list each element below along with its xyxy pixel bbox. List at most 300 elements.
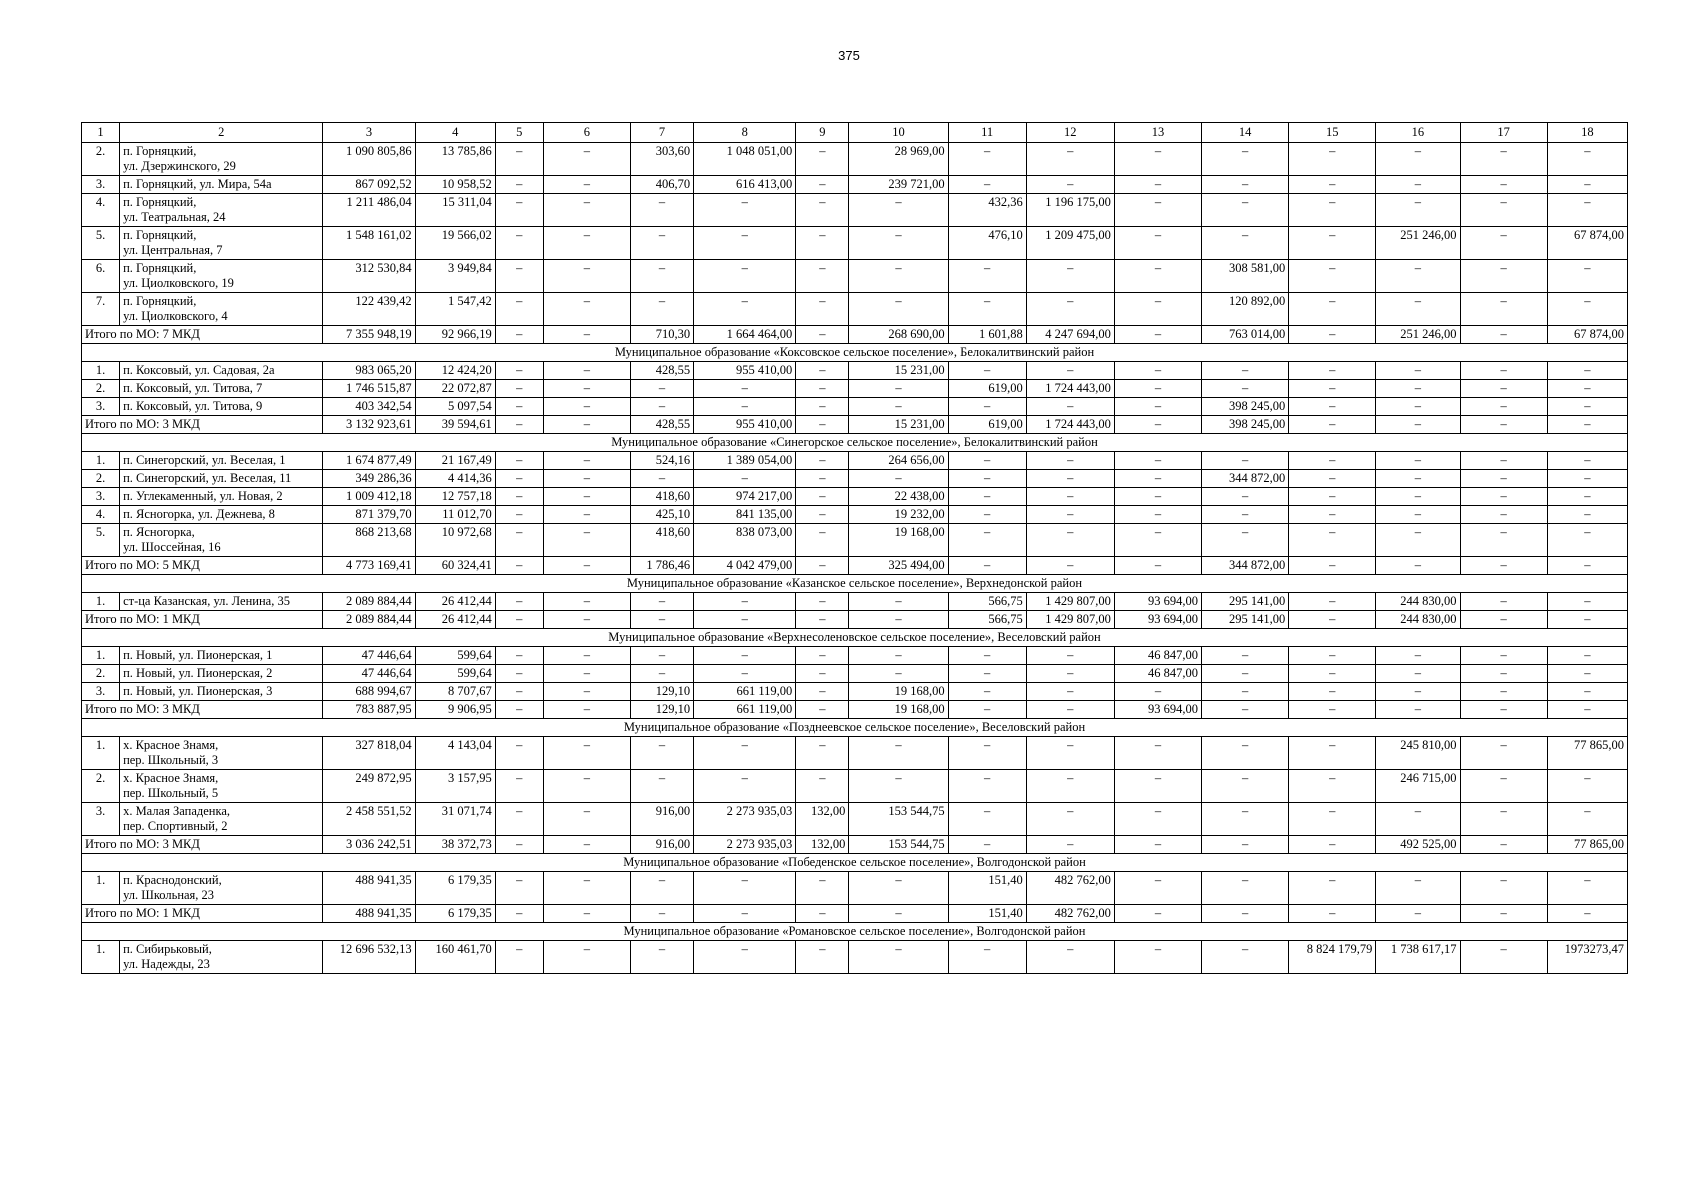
total-cell: 38 372,73 (415, 836, 495, 854)
value-cell: – (495, 872, 543, 905)
total-label: Итого по МО: 1 МКД (82, 611, 323, 629)
value-cell: – (1289, 227, 1376, 260)
value-cell: – (495, 488, 543, 506)
value-cell: – (1547, 803, 1627, 836)
value-cell: – (1026, 362, 1114, 380)
value-cell: 406,70 (631, 176, 694, 194)
value-cell: – (694, 593, 796, 611)
value-cell: 1 746 515,87 (323, 380, 415, 398)
row-index: 3. (82, 398, 120, 416)
value-cell: – (543, 524, 630, 557)
address-cell: п. Углекаменный, ул. Новая, 2 (120, 488, 323, 506)
value-cell: – (694, 227, 796, 260)
value-cell: – (1376, 506, 1460, 524)
value-cell: – (1547, 293, 1627, 326)
value-cell: – (1202, 524, 1289, 557)
header-row (82, 123, 1628, 143)
column-header: 14 (1202, 123, 1289, 143)
value-cell: – (495, 470, 543, 488)
value-cell: 661 119,00 (694, 683, 796, 701)
value-cell: – (1547, 452, 1627, 470)
value-cell: 1 738 617,17 (1376, 941, 1460, 974)
total-cell: – (495, 905, 543, 923)
total-cell: 482 762,00 (1026, 905, 1114, 923)
column-header: 8 (694, 123, 796, 143)
total-cell: – (1547, 416, 1627, 434)
value-cell: 245 810,00 (1376, 737, 1460, 770)
total-cell: – (1114, 557, 1201, 575)
value-cell: – (1026, 770, 1114, 803)
table-row (82, 293, 1628, 326)
value-cell: – (1114, 941, 1201, 974)
row-index: 1. (82, 737, 120, 770)
value-cell: 67 874,00 (1547, 227, 1627, 260)
total-cell: – (1289, 611, 1376, 629)
value-cell: 153 544,75 (849, 803, 948, 836)
table-row (82, 488, 1628, 506)
value-cell: 1 090 805,86 (323, 143, 415, 176)
total-cell: – (849, 905, 948, 923)
total-row (82, 701, 1628, 719)
total-cell: – (694, 905, 796, 923)
value-cell: – (849, 737, 948, 770)
total-cell: – (631, 611, 694, 629)
value-cell: – (1460, 452, 1547, 470)
value-cell: – (948, 260, 1026, 293)
value-cell: 239 721,00 (849, 176, 948, 194)
column-header: 11 (948, 123, 1026, 143)
total-cell: 916,00 (631, 836, 694, 854)
table-row (82, 770, 1628, 803)
value-cell: – (495, 770, 543, 803)
value-cell: – (1026, 452, 1114, 470)
total-cell: – (796, 701, 849, 719)
value-cell: – (1114, 803, 1201, 836)
value-cell: 1 196 175,00 (1026, 194, 1114, 227)
value-cell: 482 762,00 (1026, 872, 1114, 905)
table-row (82, 737, 1628, 770)
address-cell: п. Горняцкий, ул. Циолковского, 4 (120, 293, 323, 326)
value-cell: – (796, 227, 849, 260)
value-cell: – (543, 737, 630, 770)
value-cell: – (543, 194, 630, 227)
value-cell: – (631, 293, 694, 326)
value-cell: – (1202, 143, 1289, 176)
value-cell: – (948, 665, 1026, 683)
row-index: 3. (82, 176, 120, 194)
total-cell: 3 132 923,61 (323, 416, 415, 434)
total-cell: – (1202, 905, 1289, 923)
value-cell: – (1114, 524, 1201, 557)
value-cell: 2 273 935,03 (694, 803, 796, 836)
total-cell: – (1114, 836, 1201, 854)
value-cell: 1 389 054,00 (694, 452, 796, 470)
value-cell: – (495, 176, 543, 194)
total-cell: – (1376, 701, 1460, 719)
total-cell: 1 786,46 (631, 557, 694, 575)
value-cell: 841 135,00 (694, 506, 796, 524)
value-cell: 22 438,00 (849, 488, 948, 506)
value-cell: – (1114, 380, 1201, 398)
table-row (82, 872, 1628, 905)
value-cell: – (1114, 398, 1201, 416)
value-cell: – (796, 941, 849, 974)
value-cell: 8 824 179,79 (1289, 941, 1376, 974)
total-cell: – (1026, 557, 1114, 575)
value-cell: – (631, 941, 694, 974)
value-cell: – (1026, 803, 1114, 836)
total-cell: – (1460, 326, 1547, 344)
row-index: 2. (82, 143, 120, 176)
value-cell: 28 969,00 (849, 143, 948, 176)
value-cell: – (1114, 737, 1201, 770)
total-cell: – (1376, 905, 1460, 923)
column-header: 9 (796, 123, 849, 143)
value-cell: 974 217,00 (694, 488, 796, 506)
value-cell: – (631, 194, 694, 227)
value-cell: – (495, 398, 543, 416)
value-cell: 2 458 551,52 (323, 803, 415, 836)
total-cell: – (543, 557, 630, 575)
value-cell: – (796, 143, 849, 176)
value-cell: – (796, 872, 849, 905)
value-cell: – (631, 665, 694, 683)
total-label: Итого по МО: 3 МКД (82, 416, 323, 434)
value-cell: – (543, 362, 630, 380)
value-cell: 3 949,84 (415, 260, 495, 293)
value-cell: – (1026, 488, 1114, 506)
value-cell: – (631, 470, 694, 488)
address-cell: п. Синегорский, ул. Веселая, 1 (120, 452, 323, 470)
value-cell: 151,40 (948, 872, 1026, 905)
value-cell: – (948, 452, 1026, 470)
value-cell: 3 157,95 (415, 770, 495, 803)
value-cell: – (1460, 488, 1547, 506)
value-cell: – (948, 176, 1026, 194)
total-cell: 1 601,88 (948, 326, 1026, 344)
address-cell: п. Горняцкий, ул. Циолковского, 19 (120, 260, 323, 293)
value-cell: – (1114, 227, 1201, 260)
value-cell: – (543, 647, 630, 665)
value-cell: – (796, 737, 849, 770)
value-cell: – (849, 941, 948, 974)
value-cell: 47 446,64 (323, 647, 415, 665)
value-cell: – (948, 647, 1026, 665)
value-cell: – (1202, 227, 1289, 260)
total-cell: – (543, 905, 630, 923)
value-cell: – (1202, 683, 1289, 701)
value-cell: – (1547, 665, 1627, 683)
value-cell: 249 872,95 (323, 770, 415, 803)
value-cell: – (631, 737, 694, 770)
value-cell: – (694, 398, 796, 416)
column-header: 5 (495, 123, 543, 143)
value-cell: 1 547,42 (415, 293, 495, 326)
value-cell: – (1202, 737, 1289, 770)
value-cell: – (1547, 524, 1627, 557)
value-cell: – (1460, 803, 1547, 836)
section-title: Муниципальное образование «Позднеевское сельское поселение», Веселовский район (82, 719, 1628, 737)
total-cell: 251 246,00 (1376, 326, 1460, 344)
value-cell: – (1289, 143, 1376, 176)
value-cell: – (1376, 647, 1460, 665)
total-cell: 67 874,00 (1547, 326, 1627, 344)
value-cell: – (948, 143, 1026, 176)
value-cell: 838 073,00 (694, 524, 796, 557)
total-row (82, 905, 1628, 923)
value-cell: – (495, 452, 543, 470)
value-cell: – (631, 380, 694, 398)
address-cell: п. Горняцкий, ул. Центральная, 7 (120, 227, 323, 260)
total-cell: – (1289, 701, 1376, 719)
value-cell: – (1026, 260, 1114, 293)
row-index: 1. (82, 872, 120, 905)
column-header: 16 (1376, 123, 1460, 143)
value-cell: – (796, 398, 849, 416)
row-index: 1. (82, 362, 120, 380)
row-index: 3. (82, 683, 120, 701)
total-cell: 4 042 479,00 (694, 557, 796, 575)
value-cell: – (1026, 737, 1114, 770)
value-cell: – (948, 737, 1026, 770)
value-cell: 77 865,00 (1547, 737, 1627, 770)
column-header: 1 (82, 123, 120, 143)
value-cell: 4 414,36 (415, 470, 495, 488)
total-cell: 344 872,00 (1202, 557, 1289, 575)
value-cell: – (948, 524, 1026, 557)
total-cell: 763 014,00 (1202, 326, 1289, 344)
value-cell: – (1460, 380, 1547, 398)
column-header: 17 (1460, 123, 1547, 143)
table-row (82, 194, 1628, 227)
section-row (82, 854, 1628, 872)
table-row (82, 227, 1628, 260)
value-cell: – (1460, 683, 1547, 701)
total-cell: – (849, 611, 948, 629)
value-cell: – (631, 260, 694, 293)
value-cell: 31 071,74 (415, 803, 495, 836)
value-cell: – (694, 260, 796, 293)
value-cell: 488 941,35 (323, 872, 415, 905)
value-cell: – (1547, 872, 1627, 905)
value-cell: – (948, 506, 1026, 524)
value-cell: – (543, 803, 630, 836)
value-cell: 129,10 (631, 683, 694, 701)
value-cell: – (1026, 665, 1114, 683)
address-cell: п. Коксовый, ул. Титова, 9 (120, 398, 323, 416)
table-row (82, 176, 1628, 194)
value-cell: – (495, 227, 543, 260)
value-cell: 398 245,00 (1202, 398, 1289, 416)
row-index: 4. (82, 194, 120, 227)
value-cell: 264 656,00 (849, 452, 948, 470)
value-cell: – (849, 380, 948, 398)
value-cell: – (1376, 488, 1460, 506)
total-cell: 955 410,00 (694, 416, 796, 434)
value-cell: – (543, 452, 630, 470)
value-cell: – (796, 176, 849, 194)
value-cell: – (796, 683, 849, 701)
value-cell: 425,10 (631, 506, 694, 524)
value-cell: 251 246,00 (1376, 227, 1460, 260)
address-cell: х. Малая Западенка, пер. Спортивный, 2 (120, 803, 323, 836)
value-cell: 349 286,36 (323, 470, 415, 488)
value-cell: 10 958,52 (415, 176, 495, 194)
value-cell: 955 410,00 (694, 362, 796, 380)
table-row (82, 260, 1628, 293)
value-cell: – (1289, 872, 1376, 905)
section-row (82, 629, 1628, 647)
address-cell: х. Красное Знамя, пер. Школьный, 3 (120, 737, 323, 770)
total-cell: – (796, 557, 849, 575)
value-cell: – (1289, 737, 1376, 770)
total-cell: – (1289, 836, 1376, 854)
value-cell: 12 757,18 (415, 488, 495, 506)
value-cell: – (1547, 647, 1627, 665)
value-cell: – (948, 293, 1026, 326)
value-cell: – (849, 194, 948, 227)
value-cell: – (495, 506, 543, 524)
value-cell: – (1547, 362, 1627, 380)
value-cell: 428,55 (631, 362, 694, 380)
value-cell: – (1460, 941, 1547, 974)
total-cell: – (948, 836, 1026, 854)
row-index: 2. (82, 380, 120, 398)
value-cell: – (1114, 470, 1201, 488)
value-cell: 19 168,00 (849, 683, 948, 701)
total-cell: – (1460, 701, 1547, 719)
value-cell: – (631, 227, 694, 260)
value-cell: – (1114, 770, 1201, 803)
total-cell: – (1114, 905, 1201, 923)
value-cell: 19 168,00 (849, 524, 948, 557)
budget-table (81, 122, 1628, 974)
section-title: Муниципальное образование «Коксовское сельское поселение», Белокалитвинский район (82, 344, 1628, 362)
total-cell: – (543, 611, 630, 629)
value-cell: – (694, 872, 796, 905)
value-cell: – (495, 380, 543, 398)
total-cell: – (1460, 611, 1547, 629)
value-cell: – (1202, 362, 1289, 380)
value-cell: – (495, 683, 543, 701)
value-cell: – (796, 770, 849, 803)
value-cell: – (1460, 194, 1547, 227)
value-cell: – (1289, 260, 1376, 293)
total-cell: – (1289, 905, 1376, 923)
total-cell: – (495, 611, 543, 629)
value-cell: – (1289, 488, 1376, 506)
value-cell: 867 092,52 (323, 176, 415, 194)
value-cell: – (948, 803, 1026, 836)
value-cell: 1 009 412,18 (323, 488, 415, 506)
address-cell: п. Ясногорка, ул. Дежнева, 8 (120, 506, 323, 524)
value-cell: – (948, 770, 1026, 803)
section-row (82, 575, 1628, 593)
value-cell: – (1202, 506, 1289, 524)
value-cell: 295 141,00 (1202, 593, 1289, 611)
value-cell: – (1376, 398, 1460, 416)
total-cell: 153 544,75 (849, 836, 948, 854)
table-row (82, 803, 1628, 836)
value-cell: – (796, 665, 849, 683)
value-cell: – (543, 293, 630, 326)
value-cell: – (1289, 665, 1376, 683)
value-cell: – (543, 683, 630, 701)
table-row (82, 398, 1628, 416)
value-cell: – (849, 872, 948, 905)
value-cell: – (1460, 737, 1547, 770)
value-cell: – (796, 293, 849, 326)
total-label: Итого по МО: 3 МКД (82, 701, 323, 719)
address-cell: п. Коксовый, ул. Садовая, 2а (120, 362, 323, 380)
value-cell: – (694, 647, 796, 665)
value-cell: 19 566,02 (415, 227, 495, 260)
value-cell: 1 429 807,00 (1026, 593, 1114, 611)
value-cell: – (849, 398, 948, 416)
total-cell: 710,30 (631, 326, 694, 344)
row-index: 6. (82, 260, 120, 293)
value-cell: – (796, 647, 849, 665)
table-row (82, 593, 1628, 611)
value-cell: – (849, 770, 948, 803)
value-cell: – (796, 470, 849, 488)
value-cell: 983 065,20 (323, 362, 415, 380)
value-cell: 1 211 486,04 (323, 194, 415, 227)
address-cell: п. Новый, ул. Пионерская, 3 (120, 683, 323, 701)
value-cell: 11 012,70 (415, 506, 495, 524)
table-row (82, 362, 1628, 380)
value-cell: – (849, 593, 948, 611)
value-cell: 122 439,42 (323, 293, 415, 326)
total-row (82, 326, 1628, 344)
address-cell: п. Горняцкий, ул. Дзержинского, 29 (120, 143, 323, 176)
value-cell: 1 209 475,00 (1026, 227, 1114, 260)
value-cell: – (1460, 647, 1547, 665)
value-cell: – (1114, 506, 1201, 524)
value-cell: – (1026, 293, 1114, 326)
value-cell: – (1289, 380, 1376, 398)
value-cell: – (495, 524, 543, 557)
value-cell: – (1202, 452, 1289, 470)
value-cell: 22 072,87 (415, 380, 495, 398)
table-row (82, 470, 1628, 488)
value-cell: – (495, 737, 543, 770)
value-cell: – (1289, 506, 1376, 524)
value-cell: – (948, 362, 1026, 380)
value-cell: – (543, 380, 630, 398)
value-cell: 303,60 (631, 143, 694, 176)
total-cell: – (495, 557, 543, 575)
value-cell: – (1289, 593, 1376, 611)
value-cell: – (631, 593, 694, 611)
column-header: 15 (1289, 123, 1376, 143)
value-cell: – (1026, 398, 1114, 416)
value-cell: – (1202, 647, 1289, 665)
value-cell: 1 674 877,49 (323, 452, 415, 470)
value-cell: 916,00 (631, 803, 694, 836)
total-cell: 492 525,00 (1376, 836, 1460, 854)
value-cell: – (1289, 293, 1376, 326)
value-cell: – (1547, 143, 1627, 176)
value-cell: – (1114, 194, 1201, 227)
value-cell: – (1114, 293, 1201, 326)
address-cell: п. Синегорский, ул. Веселая, 11 (120, 470, 323, 488)
total-cell: 4 773 169,41 (323, 557, 415, 575)
value-cell: 1 724 443,00 (1026, 380, 1114, 398)
value-cell: – (1376, 803, 1460, 836)
total-cell: 26 412,44 (415, 611, 495, 629)
value-cell: 4 143,04 (415, 737, 495, 770)
